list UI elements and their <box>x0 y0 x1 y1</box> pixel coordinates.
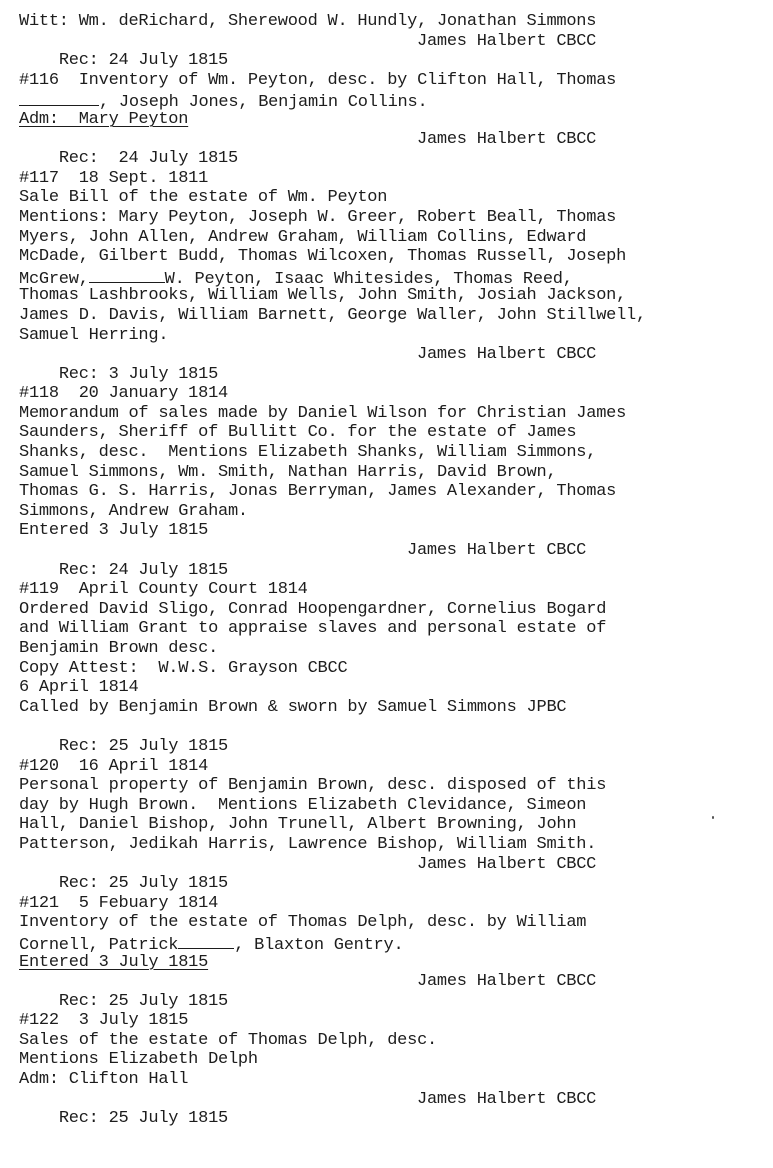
entry-117-line: McGrew, W. Peyton, Isaac Whitesides, Thomas Reed, <box>19 267 769 287</box>
entry-116-line: , Joseph Jones, Benjamin Collins. <box>19 90 769 110</box>
entry-118-line: Shanks, desc. Mentions Elizabeth Shanks, William Simmons, <box>19 443 597 463</box>
entry-119-line: and William Grant to appraise slaves and personal estate of <box>19 619 607 639</box>
record-line <box>19 129 769 169</box>
recorded-date: Rec: 3 July 1815 <box>58 364 219 384</box>
entry-117-line: McDade, Gilbert Budd, Thomas Wilcoxen, Thomas Russell, Joseph <box>19 247 627 267</box>
document-body <box>19 12 769 1129</box>
clerk-signature: James Halbert CBCC <box>417 854 597 874</box>
recorded-date: Rec: 25 July 1815 <box>58 736 228 756</box>
record-line <box>19 345 769 384</box>
record-line <box>19 541 769 580</box>
recorded-date: Rec: 25 July 1815 <box>58 874 228 894</box>
entry-120-line: Patterson, Jedikah Harris, Lawrence Bishop, William Smith. <box>19 834 597 854</box>
entry-118-line: Memorandum of sales made by Daniel Wilson for Christian James <box>19 403 627 423</box>
entered-line: Entered 3 July 1815 <box>19 521 209 541</box>
entry-117-header: #117 18 Sept. 1811 <box>19 168 209 188</box>
clerk-signature: James Halbert CBCC <box>407 541 587 561</box>
recorded-date: Rec: 25 July 1815 <box>58 991 228 1011</box>
entry-122-line: Mentions Elizabeth Delph <box>19 1050 258 1070</box>
called-line: Called by Benjamin Brown & sworn by Samuel Simmons JPBC <box>19 697 567 717</box>
entry-119-line: Benjamin Brown desc. <box>19 639 219 658</box>
entry-122-line: Sales of the estate of Thomas Delph, desc. <box>19 1030 437 1050</box>
entry-121-line: Cornell, Patrick , Blaxton Gentry. <box>19 933 769 953</box>
entry-117-line: Samuel Herring. <box>19 325 169 345</box>
entry-117-line: Thomas Lashbrooks, William Wells, John Smith, Josiah Jackson, <box>19 286 627 306</box>
entry-118-line: Samuel Simmons, Wm. Smith, Nathan Harris, David Brown, <box>19 462 557 482</box>
entry-122-header: #122 3 July 1815 <box>19 1011 189 1031</box>
ink-speck <box>712 816 714 819</box>
illegible-blank <box>178 933 234 949</box>
administrator-line: Adm: Mary Peyton <box>19 109 189 129</box>
illegible-blank <box>89 267 165 283</box>
clerk-signature: James Halbert CBCC <box>417 1089 597 1109</box>
administrator-line: Adm: Clifton Hall <box>19 1070 189 1090</box>
entry-117-title: Sale Bill of the estate of Wm. Peyton <box>19 188 388 208</box>
entry-117-line: James D. Davis, William Barnett, George Waller, John Stillwell, <box>19 305 646 325</box>
copy-attest-line: Copy Attest: W.W.S. Grayson CBCC <box>19 658 348 678</box>
entry-118-line: Thomas G. S. Harris, Jonas Berryman, James Alexander, Thomas <box>19 482 617 502</box>
entry-120-header: #120 16 April 1814 <box>19 756 209 776</box>
record-line <box>19 717 769 756</box>
witnesses-line: Witt: Wm. deRichard, Sherewood W. Hundly, Jonathan Simmons <box>19 12 597 31</box>
entry-119-header: #119 April County Court 1814 <box>19 580 308 600</box>
record-line <box>19 854 769 894</box>
entry-121-header: #121 5 Febuary 1814 <box>19 893 219 913</box>
entered-line: Entered 3 July 1815 <box>19 952 209 972</box>
illegible-blank <box>19 90 99 106</box>
entry-117-line: Mentions: Mary Peyton, Joseph W. Greer, Robert Beall, Thomas <box>19 207 617 227</box>
entry-119-line: Ordered David Sligo, Conrad Hoopengardner, Cornelius Bogard <box>19 599 607 619</box>
record-line <box>19 1089 769 1129</box>
entry-120-line: Personal property of Benjamin Brown, desc. disposed of this <box>19 776 607 796</box>
clerk-signature: James Halbert CBCC <box>417 129 597 149</box>
clerk-signature: James Halbert CBCC <box>417 31 597 51</box>
entry-118-line: Simmons, Andrew Graham. <box>19 501 248 521</box>
entry-118-line: Saunders, Sheriff of Bullitt Co. for the estate of James <box>19 423 577 443</box>
date-line: 6 April 1814 <box>19 678 139 698</box>
entry-120-line: day by Hugh Brown. Mentions Elizabeth Clevidance, Simeon <box>19 795 587 815</box>
entry-120-line: Hall, Daniel Bishop, John Trunell, Albert Browning, John <box>19 815 577 835</box>
recorded-date: Rec: 25 July 1815 <box>58 1109 228 1129</box>
clerk-signature: James Halbert CBCC <box>417 345 597 365</box>
recorded-date: Rec: 24 July 1815 <box>58 149 238 169</box>
record-line <box>19 972 769 1011</box>
entry-118-header: #118 20 January 1814 <box>19 384 228 404</box>
entry-121-line: Inventory of the estate of Thomas Delph, desc. by William <box>19 913 587 933</box>
entry-116-header: #116 Inventory of Wm. Peyton, desc. by Clifton Hall, Thomas <box>19 70 617 90</box>
clerk-signature: James Halbert CBCC <box>417 972 597 992</box>
recorded-date: Rec: 24 July 1815 <box>58 51 228 71</box>
entry-117-line: Myers, John Allen, Andrew Graham, William Collins, Edward <box>19 227 587 247</box>
recorded-date: Rec: 24 July 1815 <box>58 560 228 580</box>
record-line <box>19 31 769 71</box>
